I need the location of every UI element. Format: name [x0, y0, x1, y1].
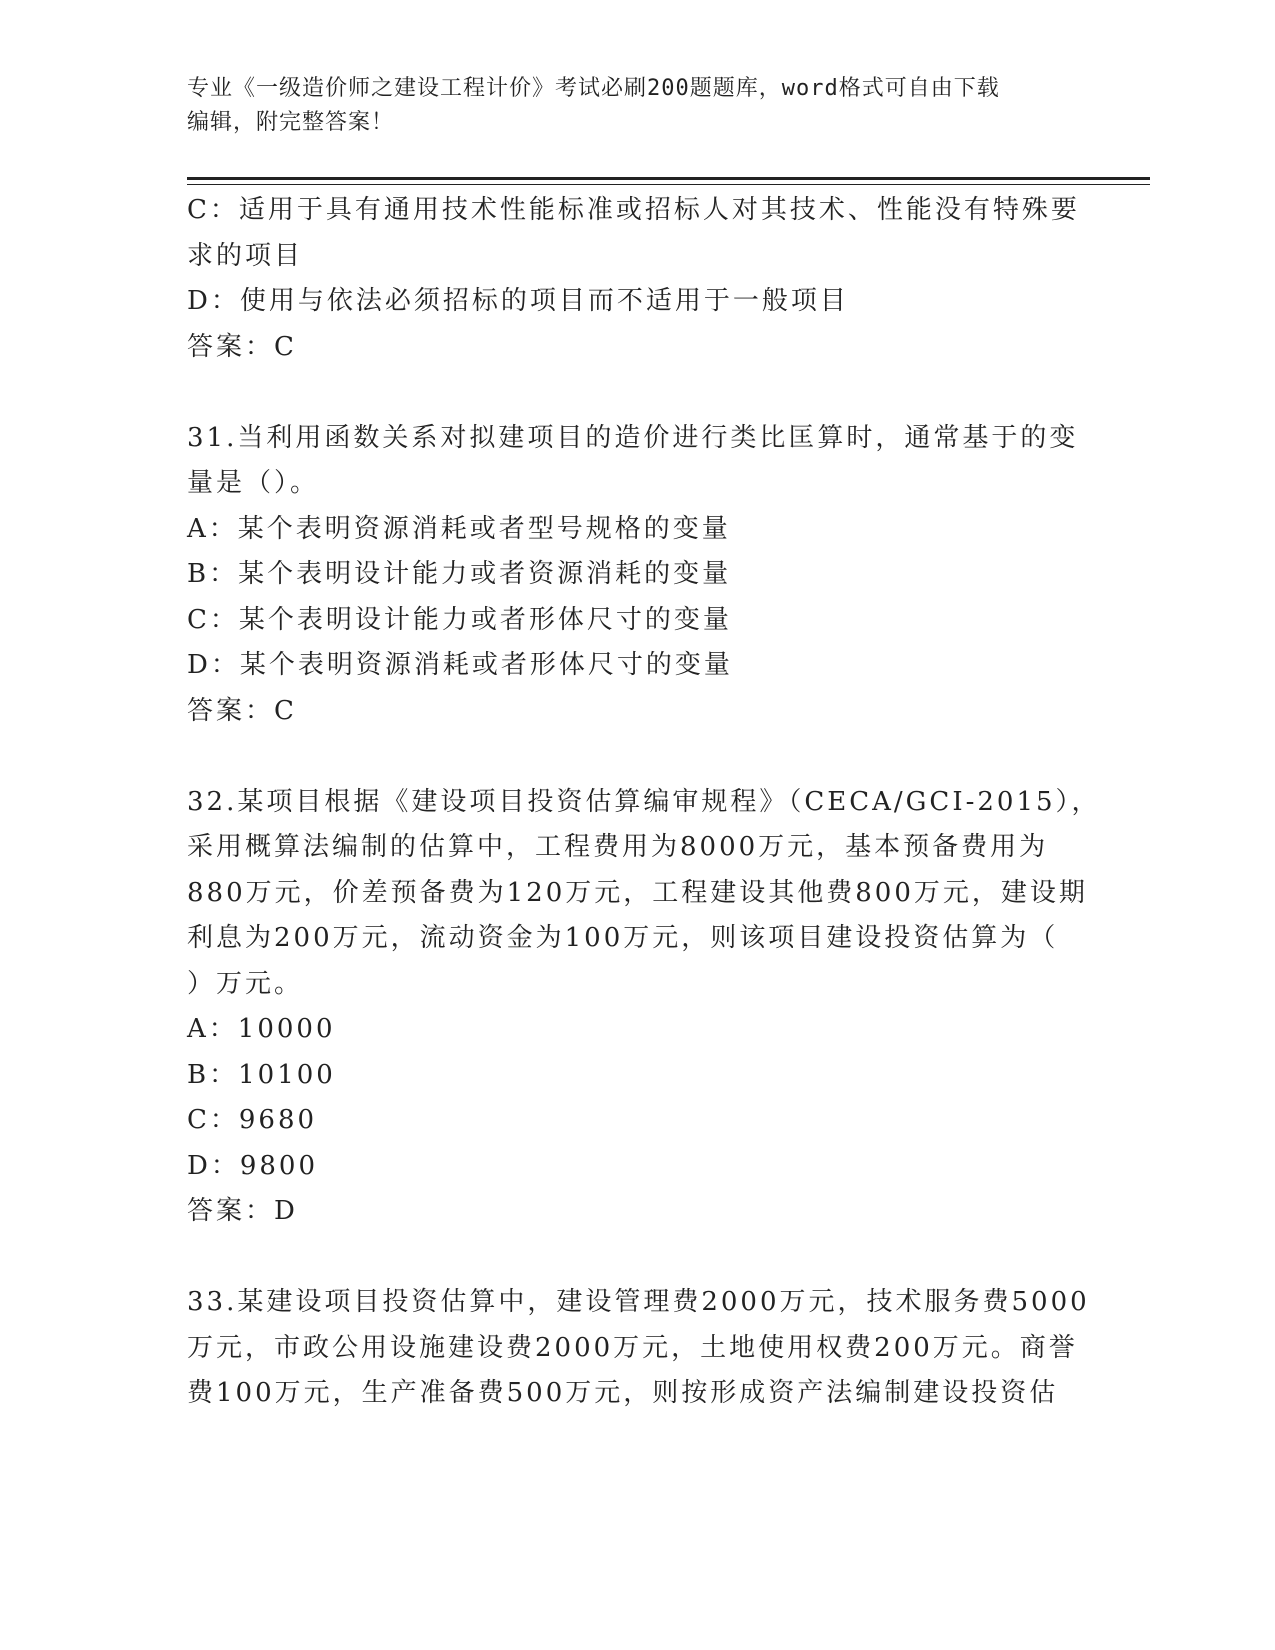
question-32: [187, 780, 1101, 1235]
header-rule-thin: [187, 184, 1150, 185]
question-stem-line-3: 880万元，价差预备费为120万元，工程建设其他费800万元，建设期: [187, 877, 1088, 908]
header-rule-thick: [187, 177, 1150, 180]
question-33: [187, 1280, 1090, 1417]
answer: 答案：C: [187, 695, 297, 726]
option-d: D：某个表明资源消耗或者形体尺寸的变量: [187, 650, 733, 680]
spacer: [187, 370, 1087, 416]
question-30-continuation: [187, 188, 1087, 370]
question-stem-line-1: 31.当利用函数关系对拟建项目的造价进行类比匡算时，通常基于的变: [187, 422, 1079, 453]
question-stem-line-2: 万元，市政公用设施建设费2000万元，土地使用权费200万元。商誉: [187, 1332, 1078, 1363]
header-line-1: 专业《一级造价师之建设工程计价》考试必刷200题题库，word格式可自由下载: [187, 76, 1000, 101]
spacer: [187, 1235, 1087, 1281]
question-list: [187, 188, 1101, 1417]
header-line-2: 编辑，附完整答案！: [187, 110, 395, 135]
answer: 答案：C: [187, 331, 297, 362]
option-c-line-2: 求的项目: [187, 240, 304, 271]
option-b: B：某个表明设计能力或者资源消耗的变量: [187, 559, 732, 589]
question-stem-line-3: 费100万元，生产准备费500万元，则按形成资产法编制建设投资估: [187, 1378, 1059, 1408]
question-31: [187, 416, 1087, 735]
option-a: A：10000: [187, 1014, 336, 1044]
option-c: C：9680: [187, 1105, 318, 1135]
question-stem-line-4: 利息为200万元，流动资金为100万元，则该项目建设投资估算为（: [187, 923, 1059, 953]
answer: 答案：D: [187, 1196, 298, 1226]
option-a: A：某个表明资源消耗或者型号规格的变量: [187, 513, 731, 544]
spacer: [187, 734, 1087, 780]
question-stem-line-2: 采用概算法编制的估算中，工程费用为8000万元，基本预备费用为: [187, 832, 1049, 862]
option-c: C：某个表明设计能力或者形体尺寸的变量: [187, 604, 732, 635]
question-stem-line-2: 量是（）。: [187, 468, 320, 498]
option-d: D：使用与依法必须招标的项目而不适用于一般项目: [187, 286, 849, 316]
option-d: D：9800: [187, 1150, 319, 1181]
document-header: [187, 72, 1067, 140]
question-stem-line-5: ）万元。: [187, 968, 304, 999]
question-stem-line-1: 33.某建设项目投资估算中，建设管理费2000万元，技术服务费5000: [187, 1287, 1090, 1317]
option-c-line-1: C：适用于具有通用技术性能标准或招标人对其技术、性能没有特殊要: [187, 195, 1080, 225]
option-b: B：10100: [187, 1059, 336, 1090]
question-stem-line-1: 32.某项目根据《建设项目投资估算编审规程》（CECA/GCI-2015），: [187, 786, 1101, 817]
